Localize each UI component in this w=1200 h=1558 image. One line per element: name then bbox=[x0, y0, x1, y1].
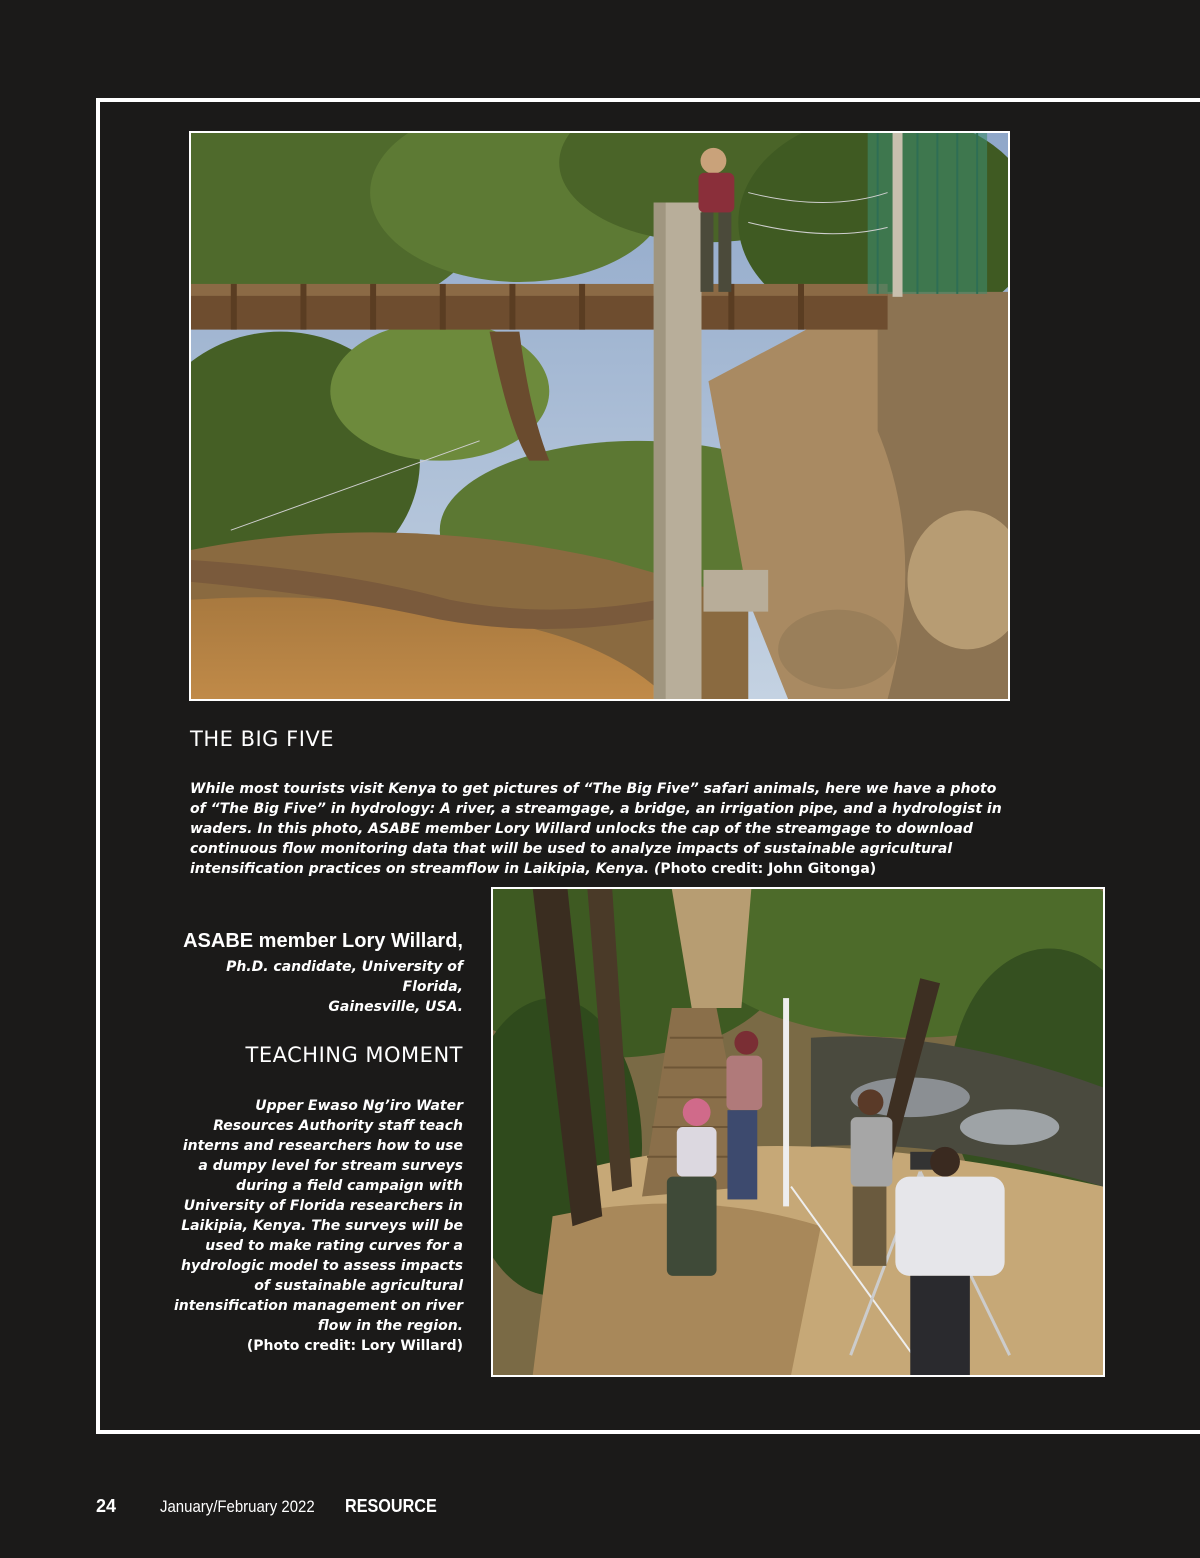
teaching-moment-heading: TEACHING MOMENT bbox=[245, 1043, 463, 1067]
magazine-name: RESOURCE bbox=[345, 1496, 437, 1516]
member-name: ASABE member Lory Willard, bbox=[183, 930, 463, 952]
dumpy-level-survey-photo bbox=[491, 887, 1105, 1377]
teaching-moment-caption bbox=[173, 1096, 463, 1356]
member-affiliation bbox=[173, 957, 463, 1017]
issue-date: January/February 2022 bbox=[160, 1497, 315, 1516]
member-affiliation-line1: Ph.D. candidate, University of Florida, bbox=[226, 959, 463, 995]
big-five-caption-text: While most tourists visit Kenya to get pictures of “The Big Five” safari animals, here we have a photo of “The Big Five” in hydrology: A river, a streamgage, a bridge, an irrigation pipe, and a hydrologist in waders. In this photo, ASABE member Lory Willard unlocks the cap of the streamgage to download continuous flow monitoring data that will be used to analyze impacts of sustainable agricultural intensification practices on streamflow in Laikipia, Kenya. ( bbox=[190, 781, 1002, 877]
big-five-caption bbox=[190, 779, 1010, 879]
big-five-photo-credit: Photo credit: John Gitonga) bbox=[660, 861, 877, 877]
big-five-heading: THE BIG FIVE bbox=[190, 727, 335, 751]
teaching-moment-photo-credit: (Photo credit: Lory Willard) bbox=[246, 1338, 463, 1354]
teaching-moment-caption-text: Upper Ewaso Ng’iro Water Resources Authority staff teach interns and researchers how to use a dumpy level for stream surveys during a field campaign with University of Florida researchers in Laikipia, Kenya. The surveys will be used to make rating curves for a hydrologic model to assess impacts of sustainable agricultural intensification management on river flow in the region. bbox=[173, 1098, 463, 1334]
member-affiliation-line2: Gainesville, USA. bbox=[328, 999, 463, 1015]
page-number: 24 bbox=[96, 1496, 117, 1516]
page-footer bbox=[96, 1496, 447, 1520]
streamgage-bridge-photo bbox=[189, 131, 1010, 701]
